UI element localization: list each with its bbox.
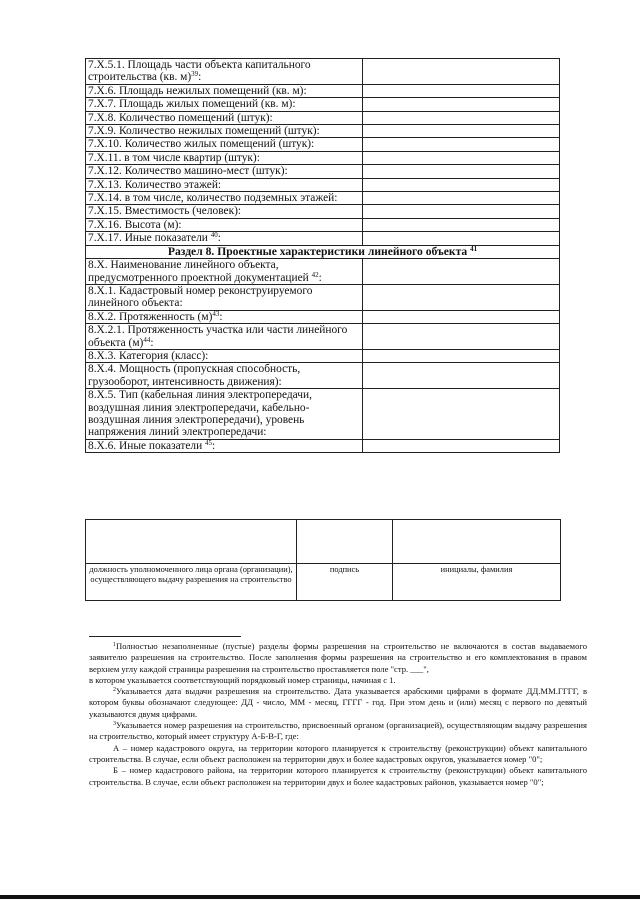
section-8-title: Раздел 8. Проектные характеристики линейного объекта $^{41}$ [86,245,560,258]
row-label: 8.Х.3. Категория (класс): [86,349,363,362]
row-value[interactable] [363,84,560,97]
row-label: 8.Х.2.1. Протяженность участка или части линейного объекта $(м)^{44}$: [86,324,363,350]
table-row [86,324,560,350]
row-label: 7.Х.16. Высота (м): [86,218,363,231]
row-value[interactable] [363,98,560,111]
row-label: 8.Х. Наименование линейного объекта, предусмотренного проектной документацией $^{42}$: [86,259,363,285]
table-row [86,138,560,151]
signature-caption: подпись [297,564,393,601]
table-row [86,165,560,178]
signature-table [85,519,561,601]
table-row [86,192,560,205]
row-value[interactable] [363,284,560,310]
footnote-1: $^1$Полностью незаполненные (пустые) разделы формы разрешения на строительство не включаются в состав выдаваемого заявителю разрешения на строительство. После заполнения формы разрешения на строительство и его комплектования в правом верхнем углу каждой страницы разрешения на строительство проставляется поле "стр. ___", [89,641,587,674]
table-row [86,363,560,389]
row-value[interactable] [363,165,560,178]
row-value[interactable] [363,192,560,205]
row-value[interactable] [363,349,560,362]
row-value[interactable] [363,218,560,231]
footnote-3-item-a: А – номер кадастрового округа, на территории которого планируется к строительству (реконструкции) объект капитального строительства. В случае, если объект расположен на территории двух и более кадастровых округов, указывается номер "0"; [89,742,587,764]
row-label: 7.Х.6. Площадь нежилых помещений (кв. м): [86,84,363,97]
name-caption: инициалы, фамилия [393,564,561,601]
signature-field[interactable] [297,520,393,564]
table-row [86,259,560,285]
row-label: 7.Х.8. Количество помещений (штук): [86,111,363,124]
row-value[interactable] [363,363,560,389]
row-value[interactable] [363,310,560,323]
row-label: 7.Х.9. Количество нежилых помещений (штук): [86,125,363,138]
row-value[interactable] [363,138,560,151]
footnotes [89,641,587,788]
footnote-3-item-b: Б – номер кадастрового района, на территории которого планируется к строительству (реконструкции) объект капитального строительства. В случае, если объект расположен на территории двух и более кадастровых районов, указывается номер "0"; [89,765,587,787]
table-row [86,98,560,111]
scan-bottom-edge [0,895,640,899]
table-row [86,125,560,138]
table-row [86,439,560,452]
row-label: 7.Х.13. Количество этажей: [86,178,363,191]
table-row [86,389,560,440]
table-row [86,84,560,97]
row-label: 7.Х.17. Иные показатели $^{40}$: [86,232,363,245]
name-field[interactable] [393,520,561,564]
row-label: 8.Х.6. Иные показатели $^{45}$: [86,439,363,452]
signature-label-row [86,564,561,601]
row-value[interactable] [363,439,560,452]
row-label: 8.Х.4. Мощность (пропускная способность, грузооборот, интенсивность движения): [86,363,363,389]
row-value[interactable] [363,389,560,440]
position-caption: должность уполномоченного лица органа (организации), осуществляющего выдачу разрешения на строительство [86,564,297,601]
table-row [86,151,560,164]
table-row [86,178,560,191]
row-value[interactable] [363,259,560,285]
row-value[interactable] [363,178,560,191]
table-row [86,349,560,362]
table-row [86,232,560,245]
footnote-3: $^3$Указывается номер разрешения на строительство, присвоенный органом (организацией), осуществляющим выдачу разрешения на строительство, который имеет структуру А-Б-В-Г, где: [89,720,587,742]
row-label: 7.Х.5.1. Площадь части объекта капитального строительства (кв. м)$^{39}$: [86,59,363,85]
row-value[interactable] [363,59,560,85]
table-row [86,284,560,310]
row-label: 7.Х.7. Площадь жилых помещений (кв. м): [86,98,363,111]
table-row [86,218,560,231]
row-value[interactable] [363,205,560,218]
row-value[interactable] [363,324,560,350]
row-value[interactable] [363,111,560,124]
row-label: 8.Х.2. Протяженность $(м)^{43}$: [86,310,363,323]
row-label: 7.Х.15. Вместимость (человек): [86,205,363,218]
footnote-divider [89,636,241,637]
row-label: 8.Х.5. Тип (кабельная линия электропередачи, воздушная линия электропередачи, кабельно-воздушная линия электропередачи), уровень напряжения линий электропередачи: [86,389,363,440]
row-value[interactable] [363,125,560,138]
row-label: 7.Х.12. Количество машино-мест (штук): [86,165,363,178]
footnote-2: $^2$Указывается дата выдачи разрешения на строительство. Дата указывается арабскими цифрами в формате ДД.ММ.ГГГГ, в котором буквы обозначают следующее: ДД - число, ММ - месяц, ГГГГ - год. При этом день и (или) месяц с первого по девятый указываются двумя цифрами. [89,686,587,719]
row-label: 8.Х.1. Кадастровый номер реконструируемого линейного объекта: [86,284,363,310]
table-row [86,59,560,85]
row-value[interactable] [363,151,560,164]
signature-fill-row [86,520,561,564]
characteristics-table [85,58,560,453]
section-header-row [86,245,560,258]
table-row [86,111,560,124]
footnote-1-continuation: в котором указывается соответствующий порядковый номер страницы, начиная с 1. [89,674,396,685]
position-field[interactable] [86,520,297,564]
table-row [86,310,560,323]
table-row [86,205,560,218]
row-value[interactable] [363,232,560,245]
row-label: 7.Х.11. в том числе квартир (штук): [86,151,363,164]
row-label: 7.Х.10. Количество жилых помещений (штук): [86,138,363,151]
row-label: 7.Х.14. в том числе, количество подземных этажей: [86,192,363,205]
